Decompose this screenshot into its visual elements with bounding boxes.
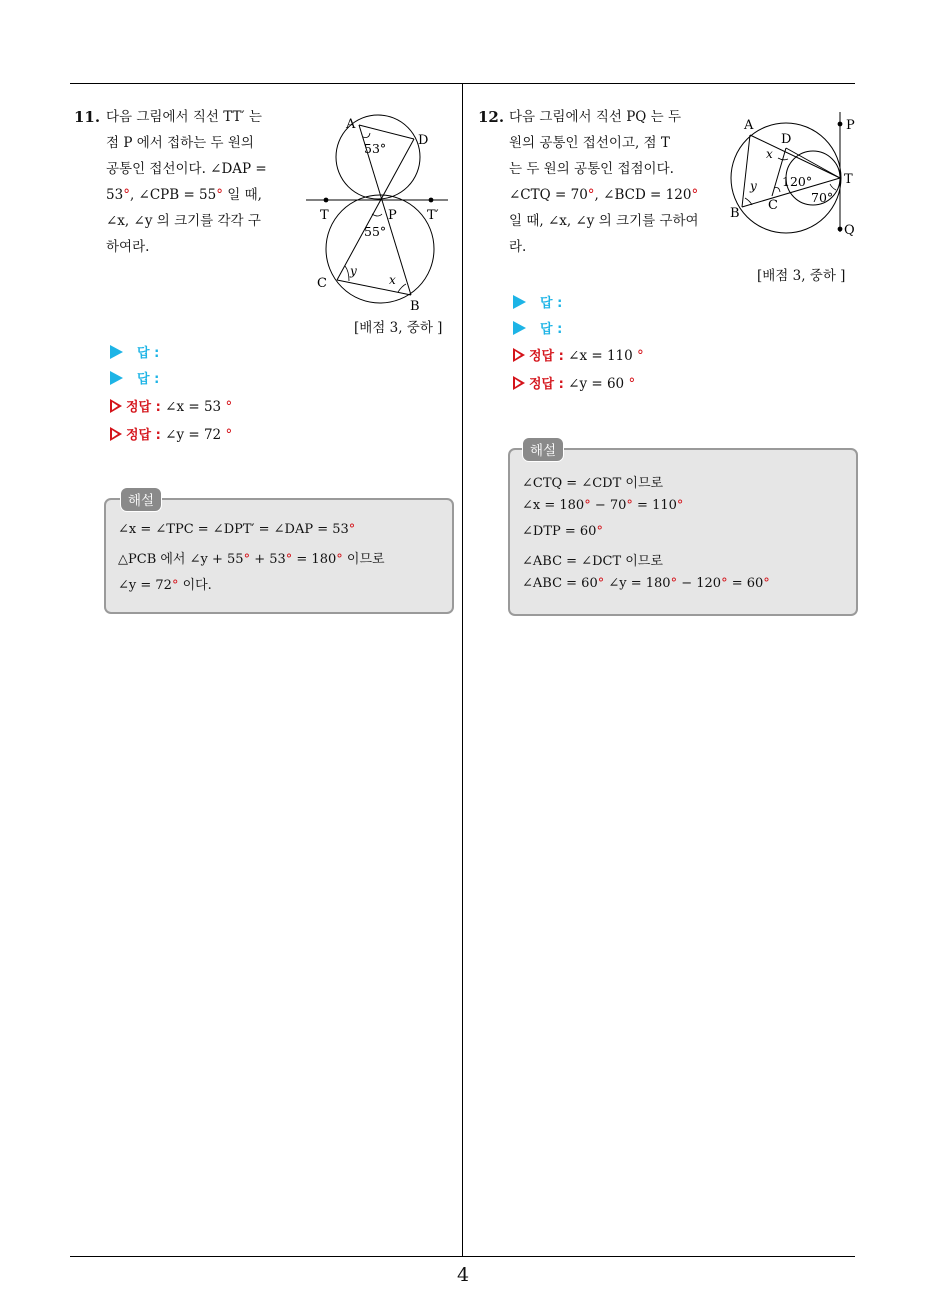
point-P: P	[388, 208, 397, 223]
explanation-box	[104, 498, 454, 614]
problem-12-text	[509, 104, 715, 260]
explanation-tag: 해설	[120, 487, 162, 512]
angle-55-label: 55°	[364, 224, 387, 239]
answer-input-2[interactable]: 답 :	[513, 318, 562, 340]
problem-line: 일 때, ∠x, ∠y 의 크기를 구하여	[509, 213, 699, 229]
problem-11-figure	[300, 108, 460, 316]
point-A: A	[346, 117, 356, 132]
problem-line: 공통인 접선이다. ∠DAP =	[106, 161, 267, 177]
page-number: 4	[456, 1264, 470, 1286]
answer-input-2[interactable]: 답 :	[110, 368, 159, 390]
problem-12-points: [배점 3, 중하 ]	[757, 268, 846, 284]
explanation-line: ∠x = 180° − 70° = 110°	[522, 498, 684, 513]
problem-line: 다음 그림에서 직선 TT′ 는	[106, 109, 262, 125]
problem-line: ∠x, ∠y 의 크기를 각각 구	[106, 213, 261, 229]
outline-triangle-icon	[513, 376, 525, 390]
problem-line: 하여라.	[106, 239, 150, 255]
explanation-line: ∠CTQ = ∠CDT 이므로	[522, 476, 664, 491]
problem-12-number: 12.	[478, 108, 505, 126]
point-P: P	[846, 118, 855, 133]
point-D: D	[418, 133, 429, 148]
answer-input-1[interactable]: 답 :	[110, 342, 159, 364]
explanation-box	[508, 448, 858, 616]
angle-x-label: x	[389, 273, 396, 287]
correct-answer-1: 정답 : ∠x = 110 °	[513, 345, 644, 367]
explanation-line: ∠ABC = ∠DCT 이므로	[522, 554, 663, 569]
explanation-tag: 해설	[522, 437, 564, 462]
problem-11-points: [배점 3, 중하 ]	[354, 320, 443, 336]
outline-triangle-icon	[513, 348, 525, 362]
explanation-line: ∠ABC = 60° ∠y = 180° − 120° = 60°	[522, 576, 770, 591]
play-triangle-icon	[513, 321, 526, 335]
point-C: C	[317, 276, 327, 291]
angle-y-label: y	[750, 179, 757, 193]
correct-answer-2: 정답 : ∠y = 72 °	[110, 424, 232, 446]
problem-line: ∠CTQ = 70°, ∠BCD = 120°	[509, 187, 699, 203]
explanation-line: ∠x = ∠TPC = ∠DPT′ = ∠DAP = 53°	[118, 522, 356, 537]
correct-answer-1: 정답 : ∠x = 53 °	[110, 396, 232, 418]
play-triangle-icon	[110, 345, 123, 359]
play-triangle-icon	[110, 371, 123, 385]
point-T-prime: T′	[427, 208, 439, 223]
problem-12-figure	[726, 108, 866, 240]
problem-11-text	[106, 104, 288, 260]
problem-line: 는 두 원의 공통인 접점이다.	[509, 161, 674, 177]
play-triangle-icon	[513, 295, 526, 309]
answer-input-1[interactable]: 답 :	[513, 292, 562, 314]
point-T: T	[844, 172, 853, 187]
point-B: B	[410, 299, 420, 314]
point-T: T	[320, 208, 329, 223]
column-divider	[462, 84, 463, 1257]
angle-70-label: 70°	[811, 190, 834, 205]
problem-line: 53°, ∠CPB = 55° 일 때,	[106, 187, 262, 203]
point-D: D	[781, 132, 792, 147]
bottom-rule	[70, 1256, 855, 1257]
explanation-line: △PCB 에서 ∠y + 55° + 53° = 180° 이므로	[118, 552, 385, 567]
angle-53-label: 53°	[364, 141, 387, 156]
problem-line: 다음 그림에서 직선 PQ 는 두	[509, 109, 682, 125]
outline-triangle-icon	[110, 399, 122, 413]
explanation-line: ∠DTP = 60°	[522, 524, 603, 539]
point-Q: Q	[844, 223, 855, 238]
correct-answer-2: 정답 : ∠y = 60 °	[513, 373, 635, 395]
problem-line: 원의 공통인 접선이고, 점 T	[509, 135, 670, 151]
angle-120-label: 120°	[782, 174, 813, 189]
angle-y-label: y	[350, 264, 357, 278]
angle-x-label: x	[766, 147, 773, 161]
outline-triangle-icon	[110, 427, 122, 441]
problem-line: 점 P 에서 접하는 두 원의	[106, 135, 254, 151]
explanation-line: ∠y = 72° 이다.	[118, 578, 212, 593]
point-C: C	[768, 198, 778, 213]
point-A: A	[744, 118, 754, 133]
problem-11-number: 11.	[74, 108, 101, 126]
point-B: B	[730, 206, 740, 221]
problem-line: 라.	[509, 239, 527, 255]
